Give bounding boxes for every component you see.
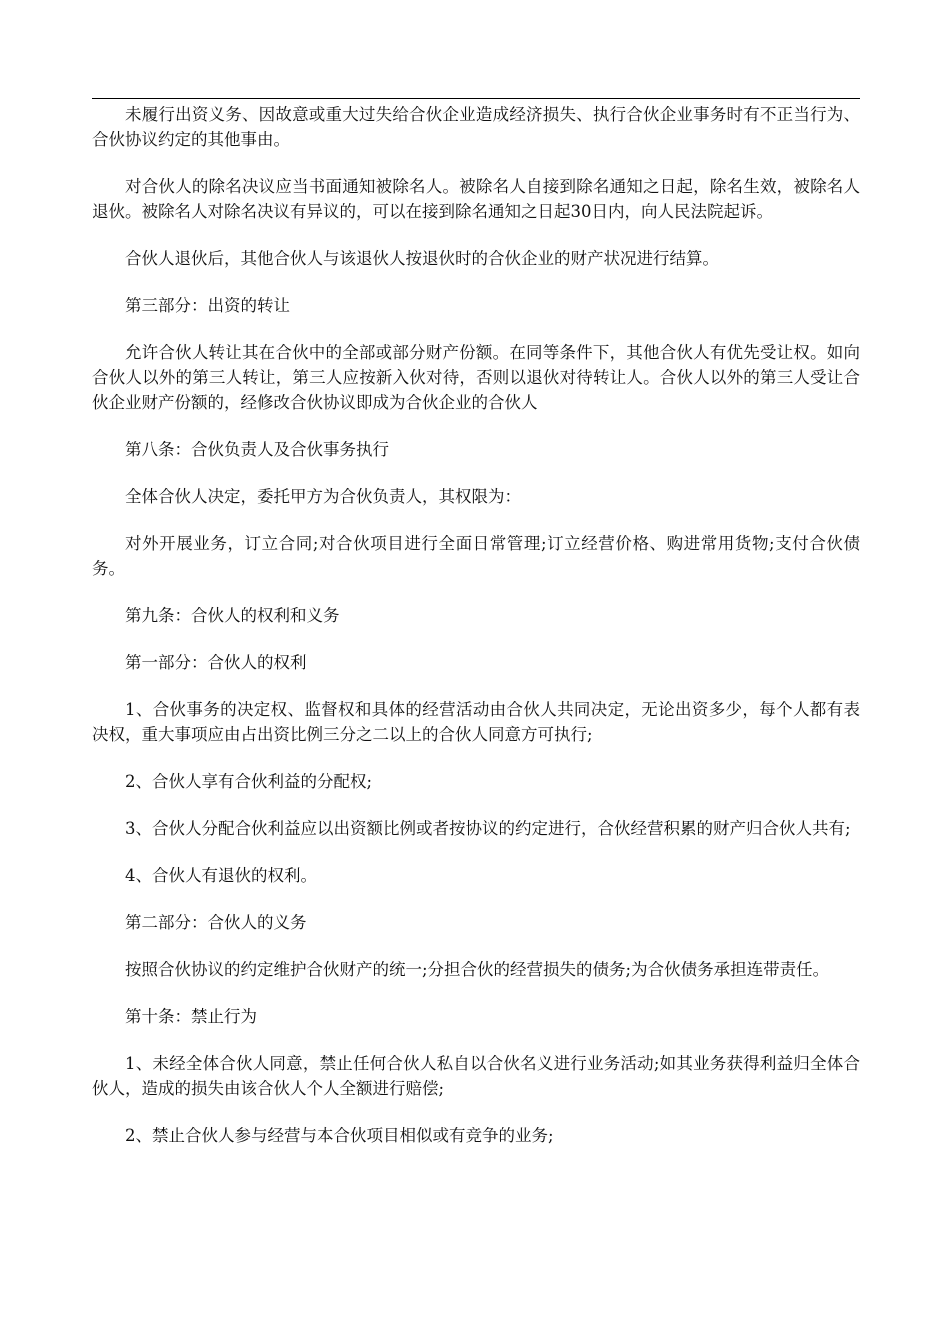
article-heading: 第八条：合伙负责人及合伙事务执行	[125, 440, 389, 459]
paragraph: 未履行出资义务、因故意或重大过失给合伙企业造成经济损失、执行合伙企业事务时有不正当行为、合伙协议约定的其他事由。	[92, 105, 860, 149]
paragraph: 全体合伙人决定，委托甲方为合伙负责人，其权限为：	[125, 487, 521, 506]
section-heading: 第三部分：出资的转让	[125, 296, 290, 315]
article-heading: 第九条：合伙人的权利和义务	[125, 606, 340, 625]
list-item: 3、合伙人分配合伙利益应以出资额比例或者按协议的约定进行，合伙经营积累的财产归合伙人共有;	[125, 819, 851, 838]
section-heading: 第二部分：合伙人的义务	[125, 913, 307, 932]
paragraph: 对外开展业务，订立合同;对合伙项目进行全面日常管理;订立经营价格、购进常用货物;支付合伙债务。	[92, 534, 860, 578]
list-item: 2、禁止合伙人参与经营与本合伙项目相似或有竞争的业务;	[125, 1126, 554, 1145]
document-body	[92, 102, 860, 1148]
article-heading: 第十条：禁止行为	[125, 1007, 257, 1026]
list-item: 1、合伙事务的决定权、监督权和具体的经营活动由合伙人共同决定，无论出资多少，每个人都有表决权，重大事项应由占出资比例三分之二以上的合伙人同意方可执行;	[92, 700, 860, 744]
document-page	[92, 98, 860, 1170]
paragraph: 按照合伙协议的约定维护合伙财产的统一;分担合伙的经营损失的债务;为合伙债务承担连带责任。	[125, 960, 830, 979]
list-item: 2、合伙人享有合伙利益的分配权;	[125, 772, 373, 791]
paragraph: 合伙人退伙后，其他合伙人与该退伙人按退伙时的合伙企业的财产状况进行结算。	[125, 249, 719, 268]
list-item: 4、合伙人有退伙的权利。	[125, 866, 317, 885]
paragraph: 允许合伙人转让其在合伙中的全部或部分财产份额。在同等条件下，其他合伙人有优先受让权。如向合伙人以外的第三人转让，第三人应按新入伙对待，否则以退伙对待转让人。合伙人以外的第三人受让合伙企业财产份额的，经修改合伙协议即成为合伙企业的合伙人	[92, 343, 860, 412]
section-heading: 第一部分：合伙人的权利	[125, 653, 307, 672]
list-item: 1、未经全体合伙人同意，禁止任何合伙人私自以合伙名义进行业务活动;如其业务获得利益归全体合伙人，造成的损失由该合伙人个人全额进行赔偿;	[92, 1054, 860, 1098]
paragraph: 对合伙人的除名决议应当书面通知被除名人。被除名人自接到除名通知之日起，除名生效，被除名人退伙。被除名人对除名决议有异议的，可以在接到除名通知之日起30日内，向人民法院起诉。	[92, 177, 860, 221]
header-rule	[92, 98, 860, 99]
